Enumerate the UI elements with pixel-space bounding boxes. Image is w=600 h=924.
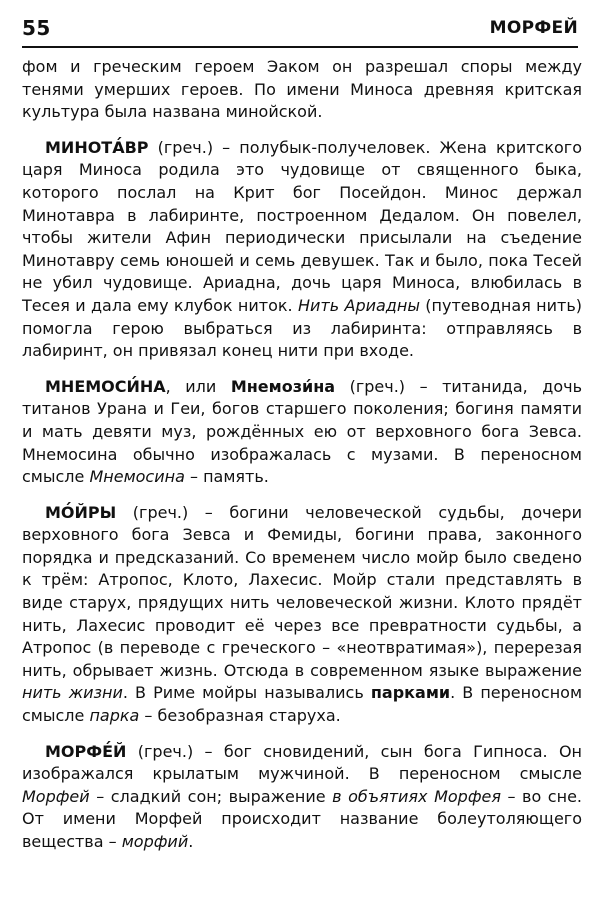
- running-head: МОРФЕЙ: [489, 18, 578, 38]
- entry-text: (греч.) – полубык-получеловек. Жена критского царя Миноса родила это чудовище от священного быка, которого послал на Крит бог Посейдон. Минос держал Минотавра в лабиринте, построенном Дедалом. Он повелел, чтобы жители Афин периодически присылали на съедение Минотавру семь юношей и семь девушек. Так и было, пока Тесей не убил чудовище. Ариадна, дочь царя Миноса, влюбилась в Тесея и дала ему клубок ниток.: [22, 137, 582, 315]
- entry-text: . В переносном смысле: [22, 683, 583, 726]
- entry-mnemosyne: [22, 376, 582, 489]
- page-body: [22, 56, 582, 854]
- entry-text: (путеводная нить) помогла герою выбраться из лабиринта: отправляясь в лабиринт, он привязал конец нити при входе.: [22, 295, 582, 361]
- headword-moirai: МО́ЙРЫ: [45, 502, 117, 522]
- entry-text: (греч.) – бог сновидений, сын бога Гипноса. Он изображался крылатым мужчиной. В переносном смысле: [22, 741, 582, 784]
- page-header: [22, 10, 578, 48]
- entry-text: (греч.) – богини человеческой судьбы, дочери верховного бога Зевса и Фемиды, богини права, законного порядка и предсказаний. Со временем число мойр было сведено к трём: Атропос, Клото, Лахесис. Мойр стали представлять в виде старух, прядущих нить человеческой жизни. Клото прядёт нить, Лахесис проводит её через все превратности судьбы, а Атропос (в переводе с греческого – «неотвратимая»), перерезая нить, обрывает жизнь. Отсюда в современном языке выражение: [22, 502, 582, 680]
- italic-phrase: нить жизни: [22, 683, 123, 703]
- entry-moirai: [22, 502, 582, 728]
- headword-variant: Мнемози́на: [230, 376, 336, 396]
- entry-morpheus: [22, 741, 582, 854]
- entry-minotaur: [22, 137, 582, 363]
- italic-phrase: морфий: [121, 832, 189, 851]
- entry-text: – во сне. От имени Морфей происходит название болеутоляющего вещества –: [22, 786, 582, 851]
- bold-term: парками: [370, 683, 451, 703]
- italic-phrase: Нить Ариадны: [297, 295, 420, 315]
- entry-text: – безобразная старуха.: [139, 706, 341, 726]
- headword-minotaur: МИНОТА́ВР: [45, 137, 149, 157]
- continuation-paragraph: [22, 56, 582, 124]
- entry-text: , или: [165, 376, 231, 396]
- headword-morpheus: МОРФЕ́Й: [45, 741, 127, 761]
- continuation-text: фом и греческим героем Эаком он разрешал споры между тенями умерших героев. По имени Миноса древняя критская культура была названа минойской.: [22, 57, 582, 122]
- entry-text: (греч.) – титанида, дочь титанов Урана и Геи, богов старшего поколения; богиня памяти и мать девяти муз, рождённых ею от верховного бога Зевса. Мнемосина обычно изображалась с музами. В переносном смысле: [22, 376, 582, 487]
- italic-phrase: в объятиях Морфея: [332, 786, 501, 806]
- headword-mnemosyne: МНЕМОСИ́НА: [45, 376, 166, 396]
- italic-phrase: Морфей: [22, 786, 90, 806]
- entry-text: . В Риме мойры назывались: [122, 683, 371, 703]
- entry-text: – память.: [184, 467, 269, 487]
- page-number: 55: [22, 16, 51, 40]
- italic-phrase: парка: [89, 706, 140, 726]
- italic-phrase: Мнемосина: [89, 467, 185, 487]
- entry-text: .: [188, 832, 194, 851]
- entry-text: – сладкий сон; выражение: [89, 786, 333, 806]
